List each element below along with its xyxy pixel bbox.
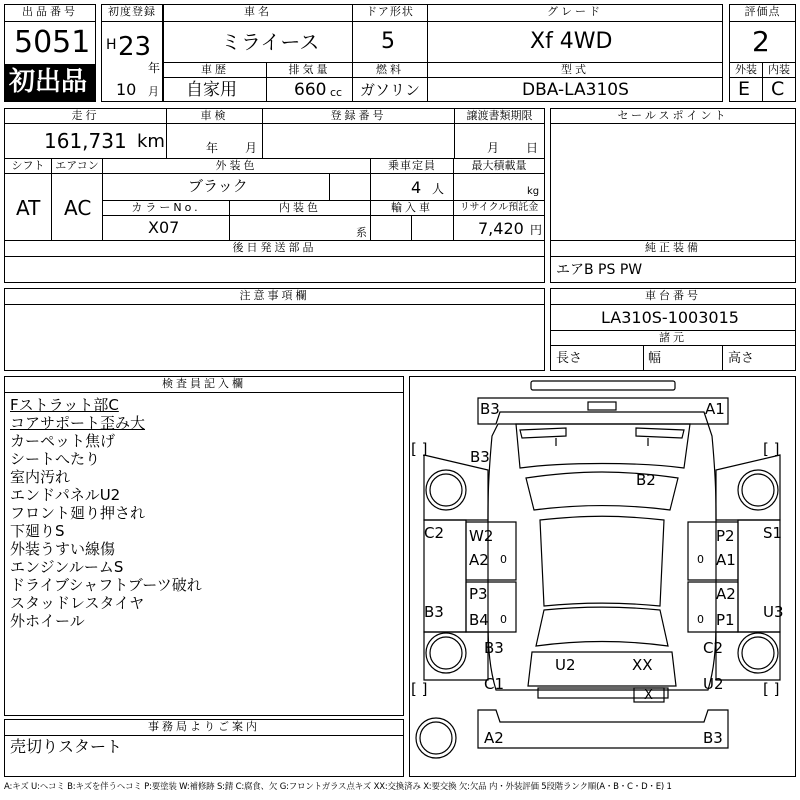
capacity-label: 乗車定員 — [370, 158, 454, 174]
inspector-line: エンジンルームS — [10, 558, 124, 576]
history-label: 車歴 — [163, 62, 267, 78]
damage-code: B3 — [424, 603, 444, 621]
mileage-value: 161,731 — [44, 129, 127, 153]
later-parts-cell — [4, 256, 545, 283]
damage-code: [ ] — [411, 680, 428, 698]
doors-value: 5 — [381, 29, 395, 54]
name-label: 車名 — [163, 4, 353, 22]
intcolor-cell — [229, 215, 371, 241]
capacity-unit: 人 — [432, 182, 445, 196]
options-value: エアB PS PW — [556, 262, 643, 278]
recycle-unit: 円 — [530, 223, 543, 237]
options-label: 純正装備 — [550, 240, 796, 257]
inspector-line: フロント廻り押され — [10, 504, 146, 522]
damage-code: A1 — [716, 551, 736, 569]
color-value: ブラック — [188, 177, 248, 195]
fuel-value: ガソリン — [360, 81, 421, 99]
history-value: 自家用 — [186, 80, 237, 100]
mileage-unit: km — [137, 131, 165, 152]
era-mark: H — [106, 37, 117, 53]
import-cell-b — [411, 215, 454, 241]
damage-code: A2 — [716, 585, 736, 603]
capacity-value: 4 — [411, 178, 422, 197]
damage-code: XX — [632, 656, 653, 674]
length-label: 長さ — [556, 351, 583, 366]
colorno-value: X07 — [148, 218, 180, 237]
damage-code: [ ] — [763, 680, 780, 698]
inspector-line: シートへたり — [10, 450, 101, 468]
transfer-label: 譲渡書類期限 — [454, 108, 545, 124]
fuel-label: 燃料 — [352, 62, 428, 78]
damage-code: W2 — [469, 527, 494, 545]
mileage-label: 走行 — [4, 108, 167, 124]
interior-grade: C — [771, 78, 785, 100]
damage-code: A2 — [469, 551, 489, 569]
inspector-line: 室内汚れ — [10, 468, 71, 486]
damage-code: 0 — [500, 613, 507, 626]
inspector-line: エンドパネルU2 — [10, 486, 121, 504]
car-name: ミライース — [221, 30, 320, 54]
displacement-label: 排気量 — [266, 62, 353, 78]
damage-code: B3 — [703, 729, 723, 747]
shift-value: AT — [16, 196, 41, 220]
inspector-line: ドライブシャフトブーツ破れ — [10, 576, 202, 594]
regno-cell — [262, 123, 455, 159]
damage-code: U2 — [703, 675, 724, 693]
office-text: 売切りスタート — [10, 737, 123, 756]
exterior-grade: E — [738, 78, 751, 100]
lot-number: 5051 — [14, 25, 91, 60]
transfer-day-unit: 日 — [526, 141, 539, 155]
colorno-label: カラーNo. — [102, 200, 230, 216]
damage-code: [ ] — [411, 440, 428, 458]
displacement-unit: cc — [330, 86, 343, 99]
shift-label: シフト — [4, 158, 52, 174]
import-cell-a — [370, 215, 412, 241]
grade-value: Xf 4WD — [530, 29, 613, 54]
ac-label: エアコン — [51, 158, 103, 174]
diagram-frame — [409, 376, 796, 777]
notes-cell — [4, 304, 545, 371]
damage-code: P2 — [716, 527, 735, 545]
inspection-month-unit: 月 — [245, 141, 258, 155]
chassis-label: 車台番号 — [550, 288, 796, 305]
model-value: DBA-LA310S — [522, 80, 629, 100]
ac-value: AC — [64, 196, 92, 220]
damage-code: A2 — [484, 729, 504, 747]
intcolor-label: 内装色 — [229, 200, 371, 216]
reg-month-unit: 月 — [148, 85, 159, 98]
score-value: 2 — [752, 25, 770, 58]
color-label: 外装色 — [102, 158, 371, 174]
damage-code: U2 — [555, 656, 576, 674]
width-label: 幅 — [648, 351, 662, 366]
damage-code: C2 — [703, 639, 724, 657]
damage-code: U3 — [763, 603, 784, 621]
damage-code: 0 — [697, 553, 704, 566]
inspector-label: 検査員記入欄 — [4, 376, 404, 393]
inspector-line: スタッドレスタイヤ — [10, 594, 145, 612]
damage-code: 0 — [697, 613, 704, 626]
lot-label: 出品番号 — [4, 4, 96, 22]
inspector-line: Fストラット部C — [10, 396, 119, 414]
dims-label: 諸元 — [550, 330, 796, 346]
damage-code: 0 — [500, 553, 507, 566]
damage-code: B3 — [470, 448, 490, 466]
reg-year: 23 — [118, 32, 152, 62]
first-reg-label: 初度登録 — [101, 4, 163, 22]
height-label: 高さ — [728, 351, 755, 366]
damage-code: B2 — [636, 471, 656, 489]
inspector-line: カーペット焦げ — [10, 432, 116, 450]
first-listing-text: 初出品 — [9, 67, 88, 97]
damage-code: C2 — [424, 524, 445, 542]
sales-points-cell — [550, 123, 796, 241]
legend-text: A:キズ U:ヘコミ B:キズを伴うヘコミ P:要塗装 W:補修跡 S:錆 C:腐食、欠 G:フロントガラス点キズ XX:交換済み X:要交換 欠:欠品 内・外装評価 5段階ランク順(A・B・C・D・E) 1 — [4, 782, 672, 792]
regno-label: 登録番号 — [262, 108, 455, 124]
model-label: 型式 — [427, 62, 723, 78]
later-parts-label: 後日発送部品 — [4, 240, 545, 257]
inspection-label: 車検 — [166, 108, 263, 124]
damage-code: [ ] — [763, 440, 780, 458]
import-label: 輸入車 — [370, 200, 454, 216]
damage-code: S1 — [763, 524, 783, 542]
intcolor-unit: 系 — [356, 226, 367, 239]
transfer-month-unit: 月 — [487, 141, 500, 155]
inspector-line: 外ホイール — [10, 612, 85, 630]
inspector-line: 下廻りS — [10, 522, 65, 540]
maxload-label: 最大積載量 — [453, 158, 545, 174]
damage-code: B3 — [484, 639, 504, 657]
office-label: 事務局よりご案内 — [4, 719, 404, 736]
recycle-label: リサイクル預託金 — [453, 200, 545, 216]
inspection-year-unit: 年 — [206, 141, 219, 155]
displacement-value: 660 — [294, 80, 327, 100]
grade-label: グレード — [427, 4, 723, 22]
damage-code: A1 — [705, 400, 725, 418]
exterior-label: 外装 — [729, 62, 763, 78]
doors-label: ドア形状 — [352, 4, 428, 22]
damage-code: B4 — [469, 611, 489, 629]
interior-label: 内装 — [762, 62, 796, 78]
reg-month: 10 — [116, 80, 137, 99]
damage-code: B3 — [480, 400, 500, 418]
inspector-line: コアサポート歪み大 — [10, 414, 146, 432]
reg-year-unit: 年 — [148, 61, 161, 75]
sales-points-label: セールスポイント — [550, 108, 796, 124]
notes-label: 注意事項欄 — [4, 288, 545, 305]
chassis-value: LA310S-1003015 — [601, 308, 739, 327]
color-cell-extra — [329, 173, 371, 201]
score-label: 評価点 — [729, 4, 796, 22]
damage-code: P1 — [716, 611, 735, 629]
damage-code: C1 — [484, 675, 505, 693]
damage-code: X — [644, 688, 653, 703]
maxload-unit: kg — [527, 186, 540, 197]
inspector-line: 外装うすい線傷 — [10, 540, 116, 558]
damage-code: P3 — [469, 585, 488, 603]
recycle-value: 7,420 — [478, 219, 524, 238]
